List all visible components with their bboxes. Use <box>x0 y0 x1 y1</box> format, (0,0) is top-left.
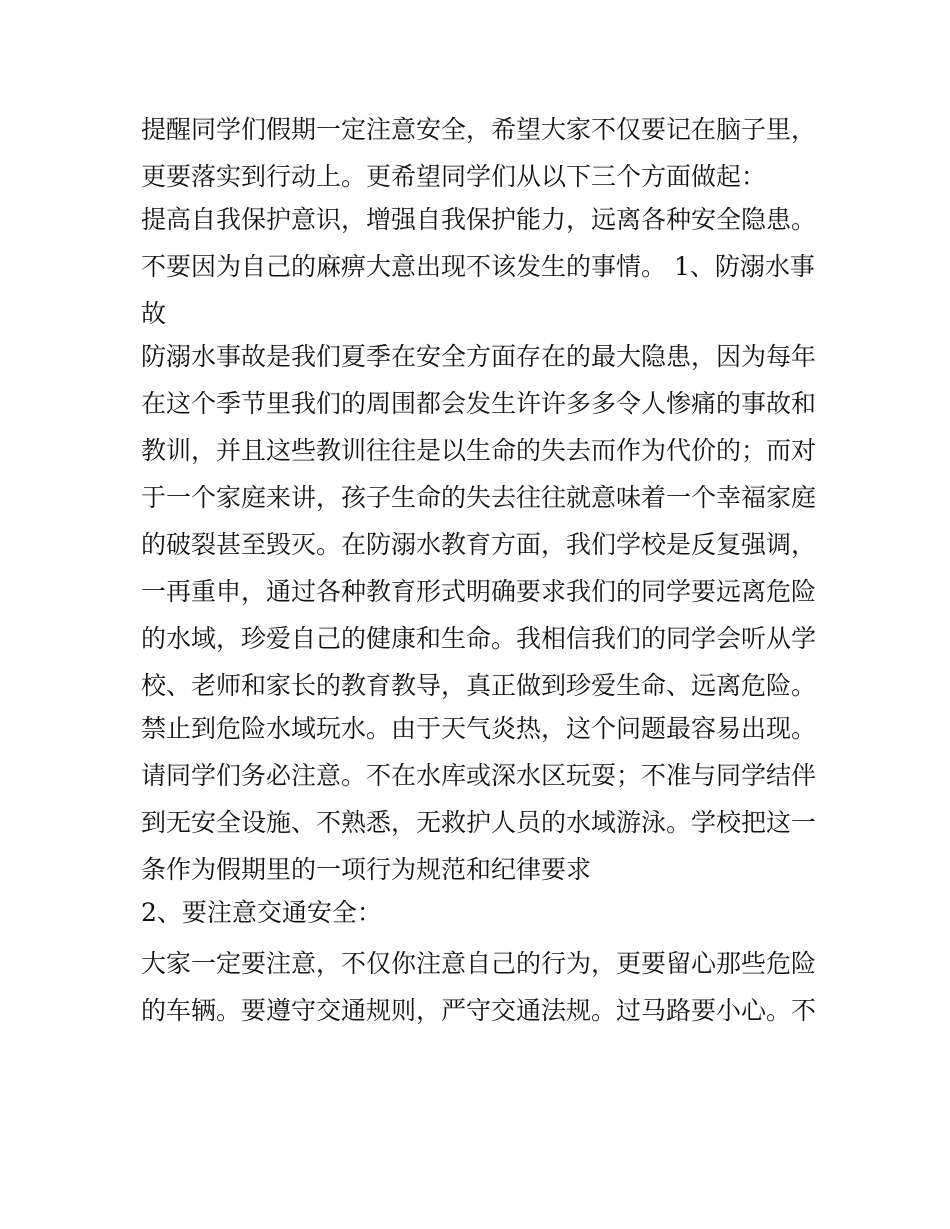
text-line: 到无安全设施、不熟悉，无救护人员的水域游泳。学校把这一 <box>141 808 817 837</box>
text-line: 的破裂甚至毁灭。在防溺水教育方面，我们学校是反复强调， <box>141 530 817 559</box>
body-text <box>141 106 821 1034</box>
text-line: 提醒同学们假期一定注意安全，希望大家不仅要记在脑子里， <box>141 115 817 144</box>
text-line: 大家一定要注意，不仅你注意自己的行为，更要留心那些危险 <box>141 949 817 978</box>
text-line: 请同学们务必注意。不在水库或深水区玩耍；不准与同学结伴 <box>141 761 817 790</box>
text-line: 教训，并且这些教训往往是以生命的失去而作为代价的；而对 <box>141 436 817 465</box>
text-line: 校、老师和家长的教育教导，真正做到珍爱生命、远离危险。 <box>141 671 817 700</box>
text-line: 故 <box>141 299 167 328</box>
text-line: 的车辆。要遵守交通规则，严守交通法规。过马路要小心。不 <box>141 996 817 1025</box>
text-line: 一再重申，通过各种教育形式明确要求我们的同学要远离危险 <box>141 577 817 606</box>
text-line: 条作为假期里的一项行为规范和纪律要求 <box>141 855 592 884</box>
text-line: 于一个家庭来讲，孩子生命的失去往往就意味着一个幸福家庭 <box>141 483 817 512</box>
text-line: 防溺水事故是我们夏季在安全方面存在的最大隐患，因为每年 <box>141 342 817 371</box>
text-line: 更要落实到行动上。更希望同学们从以下三个方面做起： <box>141 162 767 191</box>
text-line: 2、要注意交通安全： <box>141 898 382 927</box>
text-line: 禁止到危险水域玩水。由于天气炎热，这个问题最容易出现。 <box>141 714 817 743</box>
text-line: 不要因为自己的麻痹大意出现不该发生的事情。 1、防溺水事 <box>141 252 815 281</box>
text-line: 的水域，珍爱自己的健康和生命。我相信我们的同学会听从学 <box>141 624 817 653</box>
text-line: 在这个季节里我们的周围都会发生许许多多令人惨痛的事故和 <box>141 389 817 418</box>
text-line: 提高自我保护意识，增强自我保护能力，远离各种安全隐患。 <box>141 205 817 234</box>
